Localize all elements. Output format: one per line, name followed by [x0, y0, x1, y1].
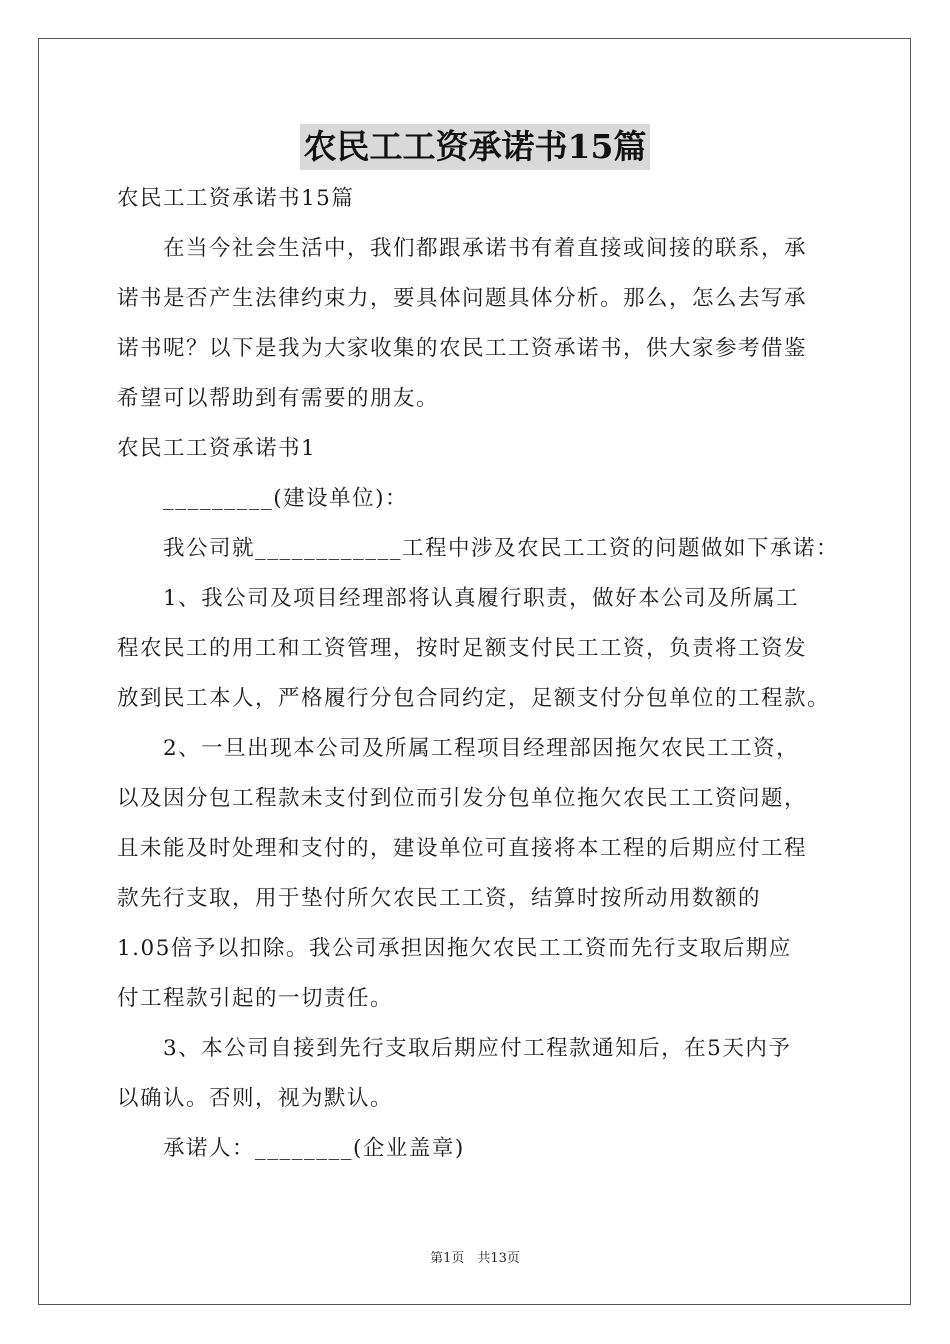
text-line: 以确认。否则，视为默认。 [117, 1086, 394, 1111]
text-line: 我公司就____________工程中涉及农民工工资的问题做如下承诺： [117, 536, 840, 561]
page-border [38, 38, 911, 1305]
text-line: 1、我公司及项目经理部将认真履行职责，做好本公司及所属工 [117, 586, 800, 611]
title-wrap [0, 124, 950, 170]
page-footer: 第1页 共13页 [430, 1251, 520, 1266]
text-line: 希望可以帮助到有需要的朋友。 [117, 386, 440, 411]
text-line: 3、本公司自接到先行支取后期应付工程款通知后，在5天内予 [117, 1036, 792, 1061]
text-line: 诺书呢？以下是我为大家收集的农民工工资承诺书，供大家参考借鉴 [117, 336, 808, 361]
subtitle-line: 农民工工资承诺书15篇 [117, 186, 355, 211]
text-line: 承诺人：________(企业盖章) [117, 1136, 465, 1161]
text-line: 诺书是否产生法律约束力，要具体问题具体分析。那么，怎么去写承 [117, 286, 808, 311]
text-line: 程农民工的用工和工资管理，按时足额支付民工工资，负责将工资发 [117, 636, 808, 661]
text-line: 2、一旦出现本公司及所属工程项目经理部因拖欠农民工工资， [117, 736, 800, 761]
document-title: 农民工工资承诺书15篇 [300, 124, 651, 170]
text-line: 款先行支取，用于垫付所欠农民工工资，结算时按所动用数额的 [117, 886, 762, 911]
text-line: 放到民工本人，严格履行分包合同约定，足额支付分包单位的工程款。 [117, 686, 831, 711]
text-line: 在当今社会生活中，我们都跟承诺书有着直接或间接的联系，承 [117, 236, 808, 261]
section-heading: 农民工工资承诺书1 [117, 436, 317, 461]
text-line: 付工程款引起的一切责任。 [117, 986, 394, 1011]
text-line: 以及因分包工程款未支付到位而引发分包单位拖欠农民工工资问题， [117, 786, 808, 811]
text-line: 且未能及时处理和支付的，建设单位可直接将本工程的后期应付工程 [117, 836, 808, 861]
text-line: 1.05倍予以扣除。我公司承担因拖欠农民工工资而先行支取后期应 [117, 936, 792, 961]
text-line: _________(建设单位)： [117, 486, 409, 511]
